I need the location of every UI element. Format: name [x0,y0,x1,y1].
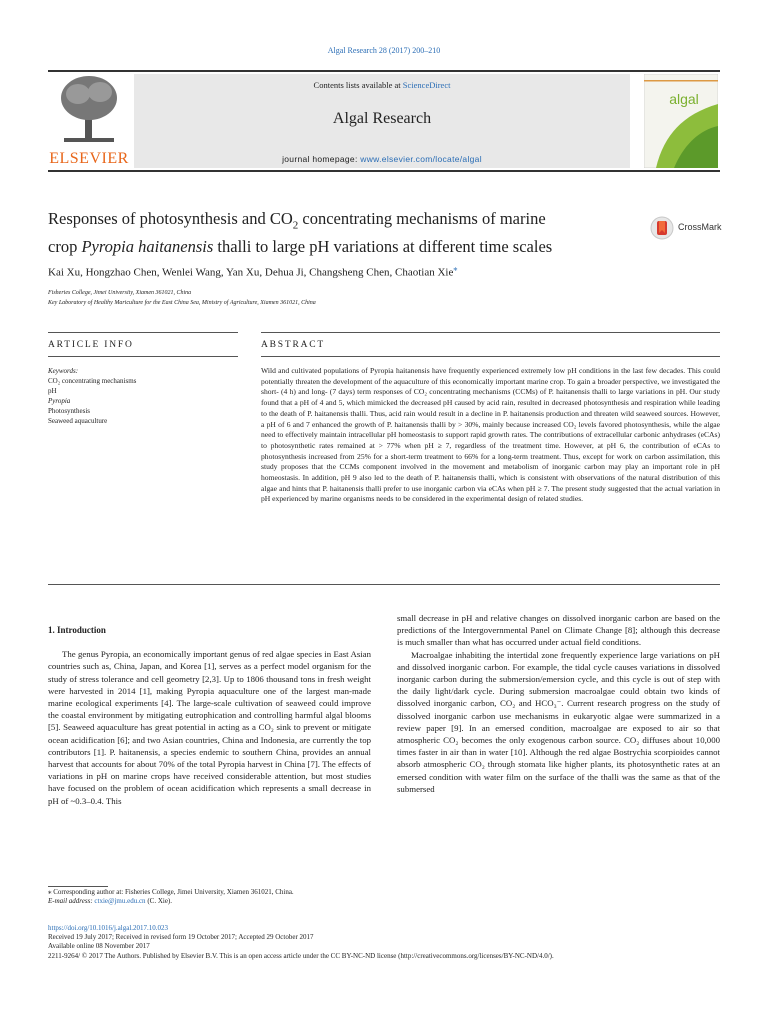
footnote-address: ⁎ Corresponding author at: Fisheries College, Jimei University, Xiamen 361021, China. [48,888,294,896]
journal-homepage [134,154,630,164]
crossmark-badge[interactable] [650,216,722,240]
introduction-heading: 1. Introduction [48,625,106,635]
elsevier-logo[interactable] [48,74,130,168]
journal-info-box [134,74,630,168]
abstract-rule [261,332,720,333]
affiliations [48,288,720,308]
intro-paragraph-2: small decrease in pH and relative changes on dissolved inorganic carbon are based on the predictions of the Intergovernmental Panel on Climate Change [8]; although this decrease is much smaller than what has occurred under actual field conditions. [397,613,720,648]
keywords-title: Keywords: [48,367,79,375]
abstract-text: Wild and cultivated populations of Pyropia haitanensis have frequently experienced extremely low pH conditions in the last few decades. This could potentially threaten the development of the aquaculture of this economically important marine crop. To gain a broader perspective, we investigated the short- (4 h) and long- (7 days) term responses of CO₂ concentrating mechanisms (CCMs) of P. haitanensis thalli to large variations in pH. Our study found that a pH of 4 and 5, which mimicked the decreased pH caused by acid rain, resulted in decreased photosynthesis and respiration while leading to the death of P. haitanensis thalli. Thus, acid rain would result in a decline in P. haitanensis production and threaten wild seaweed sources. However, a pH of 6 and 7 enhanced the growth of P. haitanensis thalli by > 30%, mainly because increased CO₂ levels favored photosynthesis, while the algae need to effectively maintain intracellular pH homeostasis to support rapid growth rates. The contributions of extracellular carbonic anhydrases (eCAs) to photosynthetic rates remained at > 77% when pH ≥ 7, regardless of the treatment time. However, at pH 6, the contribution of eCAs to photosynthesis increased from 25% for a short-term treatment to 66% for a long-term treatment. Thus, except for work on carbon assimilation, this study proposes that the CCMs component involved in the movement and metabolism of inorganic carbon may play an important role in pH homeostasis. In addition, pH 9 also led to the death of P. haitanensis thalli, which is consistent with observations of the natural distribution of this algae and hints that P. haitanensis thalli prefer to use inorganic carbon via eCAs when pH ≥ 7. The present study suggested that the actual variation in pH experienced by marine organisms needs to be considered in the experimental design of related studies. [261,366,720,504]
keyword-item: Seaweed aquaculture [48,417,108,425]
email-suffix: (C. Xie). [145,897,173,905]
article-info-rule [48,332,238,333]
journal-cover-image[interactable] [644,74,718,168]
keyword-item: Pyropia [48,397,71,405]
keyword-item: Photosynthesis [48,407,91,415]
crossmark-label: CrossMark [678,222,722,232]
affiliation-1: Fisheries College, Jimei University, Xiamen 361021, China [48,290,192,296]
header-bottom-rule [48,170,720,172]
homepage-label: journal homepage: [282,154,361,164]
sciencedirect-link[interactable]: ScienceDirect [402,80,451,90]
elsevier-wordmark: ELSEVIER [49,150,129,167]
contents-prefix: Contents lists available at [313,80,403,90]
journal-header [48,70,720,172]
article-info-heading: ARTICLE INFO [48,340,134,350]
journal-name: Algal Research [332,110,432,127]
title-line1-pre: Responses of photosynthesis and CO [48,209,293,228]
article-metadata [48,924,720,961]
header-top-rule [48,70,720,72]
title-line2-pre: crop [48,237,82,257]
homepage-link[interactable]: www.elsevier.com/locate/algal [360,154,482,164]
keywords-block [48,366,238,426]
intro-left-column [48,624,371,807]
author-email-link[interactable]: ctxie@jmu.edu.cn [94,897,146,905]
journal-reference[interactable]: Algal Research 28 (2017) 200–210 [327,46,441,55]
abstract-under-rule [261,356,720,357]
article-title [48,208,638,257]
title-line1-post: concentrating mechanisms of marine [298,209,546,228]
footnote-rule [48,886,108,887]
cover-logo-text: algal [669,91,699,107]
elsevier-tree-icon [58,74,120,144]
corresponding-author-footnote [48,888,720,906]
title-species: Pyropia haitanensis [81,237,214,257]
abstract-bottom-rule [48,584,720,585]
received-dates: Received 19 July 2017; Received in revised form 19 October 2017; Accepted 29 October 2017 [48,933,314,942]
author-list [48,264,720,279]
copyright-notice: 2211-9264/ © 2017 The Authors. Published by Elsevier B.V. This is an open access article under the CC BY-NC-ND license (http://creativecommons.org/licenses/BY-NC-ND/4.0/). [48,951,554,960]
footnote-email-line [48,897,720,906]
intro-paragraph-3: Macroalgae inhabiting the intertidal zone frequently experience large variations on pH and dissolved inorganic carbon. For example, the tidal cycle causes variations in dissolved inorganic carbon during the submersion/emersion cycle, and this cycle is out of step with the daily light/dark cycle. During submersion macroalgae could obtain two kinds of dissolved inorganic carbon, CO₂ and HCO₃⁻. Current research progress on the study of dissolved inorganic carbon use mechanisms in eukaryotic algae were summarized in a review paper [9]. In an emersed condition, macroalgae are exposed to air so that atmospheric CO₂ becomes the only exogenous carbon source. CO₂ diffuses about 10,000 times faster in air than in water [10]. Although the red algae Bostrychia scorpioides cannot absorb atmospheric CO₂ through stomata like higher plants, its photosynthetic rates at an emersed condition with water film on the surface of the thalli was the same as that of the submersed [397,649,720,794]
title-line2-post: thalli to large pH variations at different time scales [213,237,553,257]
crossmark-icon [650,216,674,240]
affiliation-2: Key Laboratory of Healthy Mariculture for the East China Sea, Ministry of Agriculture, Xiamen 361021, China [48,300,316,306]
intro-paragraph-1: The genus Pyropia, an economically important genus of red algae species in East Asian countries such as, China, Japan, and Korea [1], serves as a perfect model organism for the study of stress tolerance and cell geometry [2,3]. Up to 1806 thousand tons in fresh weight were harvested in 2014 [1], making Pyropia aquaculture one of the largest man-made marine ecological experiments [4]. The large-scale cultivation of seaweed could improve the coastal environment by mitigating eutrophication and controlling harmful algal blooms [5]. Seaweed aquaculture has great potential in acting as a CO₂ sink to prevent or mitigate ocean acidification [6]; and two Asian countries, China and Indonesia, are currently the top contributors [1]. P. haitanensis, a species endemic to southern China, provides an annual harvest that accounts for about 70% of the total Pyropia harvest in China [7]. The effects of variations in pH on marine crops have received considerable attention, but most studies have focused on the problem of ocean acidification which represents a small decrease in pH of ~0.3–0.4. This [48,649,371,806]
intro-right-column [397,612,720,795]
abstract-heading: ABSTRACT [261,340,326,350]
available-online: Available online 08 November 2017 [48,942,150,951]
contents-line [134,80,630,90]
keyword-item: CO₂ concentrating mechanisms [48,377,137,385]
keyword-item: pH [48,387,57,395]
doi-link[interactable]: https://doi.org/10.1016/j.algal.2017.10.023 [48,924,169,932]
corresponding-author-mark[interactable]: ⁎ [453,264,458,273]
title-subscript: 2 [292,219,299,232]
email-label: E-mail address: [48,897,95,905]
article-info-under-rule [48,356,238,357]
authors-text: Kai Xu, Hongzhao Chen, Wenlei Wang, Yan Xu, Dehua Ji, Changsheng Chen, Chaotian Xie [48,266,454,279]
